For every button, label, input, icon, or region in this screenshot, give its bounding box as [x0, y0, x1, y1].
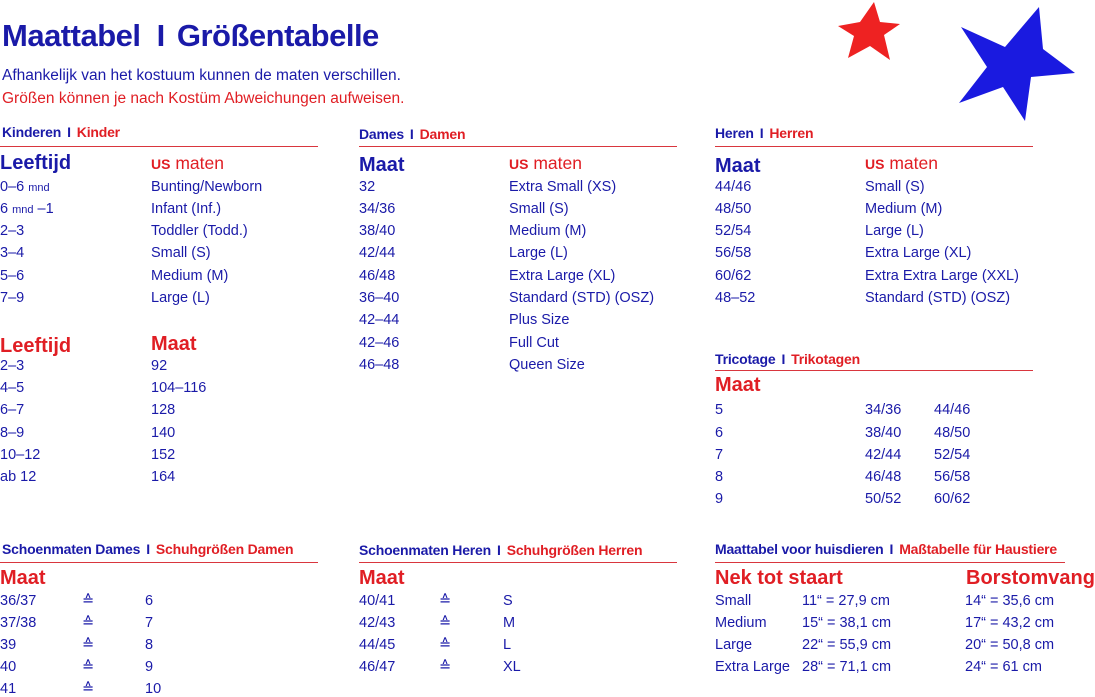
cell-size: 6: [715, 425, 724, 441]
cell-women-size: 38/40: [865, 425, 902, 441]
cell-men-size: 60/62: [934, 491, 971, 507]
cell-unit: mnd: [28, 182, 50, 194]
cell-neck: 11“ = 27,9 cm: [802, 593, 890, 609]
section-divider: [715, 562, 1065, 563]
cell-us-size: Extra Large (XL): [865, 245, 972, 261]
cell-size: 34/36: [359, 201, 396, 217]
cell-us-size: Large (L): [865, 223, 924, 239]
equals-icon: ≙: [82, 593, 95, 609]
cell-neck: 28“ = 71,1 cm: [802, 659, 892, 675]
cell-size: 8: [715, 469, 724, 485]
section-separator: I: [496, 542, 501, 558]
cell-women-size: 34/36: [865, 402, 902, 418]
cell-us-size: S: [503, 593, 513, 609]
sizes-label: maten: [175, 153, 224, 173]
us-label: US: [509, 156, 529, 172]
cell-unit: mnd: [12, 204, 34, 216]
section-pets-heading: [715, 541, 1057, 557]
equals-icon: ≙: [82, 615, 95, 631]
cell-size: 32: [359, 179, 376, 195]
cell-eu-size: 46/47: [359, 659, 396, 675]
section-label-nl: Tricotage: [715, 351, 776, 367]
column-header-size: Maat: [715, 374, 761, 396]
section-label-nl: Kinderen: [2, 124, 62, 140]
cell-eu-size: 37/38: [0, 615, 37, 631]
cell-age: 2–3: [0, 223, 25, 239]
cell-age: 8–9: [0, 425, 25, 441]
cell-age: 0–6: [0, 179, 25, 195]
cell-size: 46–48: [359, 357, 400, 373]
cell-chest: 17“ = 43,2 cm: [965, 615, 1055, 631]
cell-men-size: 52/54: [934, 447, 971, 463]
intro-de: Größen können je nach Kostüm Abweichungen aufweisen.: [2, 90, 405, 107]
cell-age: 10–12: [0, 447, 41, 463]
cell-eu-size: 42/43: [359, 615, 396, 631]
cell-size: 42–46: [359, 335, 400, 351]
cell-size: 42/44: [359, 245, 396, 261]
section-label-de: Herren: [769, 125, 814, 141]
cell-size: 104–116: [151, 380, 207, 396]
cell-size: 140: [151, 425, 176, 441]
column-header-us-sizes: [509, 153, 582, 174]
cell-chest: 14“ = 35,6 cm: [965, 593, 1055, 609]
cell-us-size: XL: [503, 659, 521, 675]
cell-size: 164: [151, 469, 176, 485]
cell-size: Infant (Inf.): [151, 201, 222, 217]
section-divider: [359, 562, 677, 563]
cell-eu-size: 40/41: [359, 593, 396, 609]
cell-eu-size: 40: [0, 659, 17, 675]
cell-men-size: 48/50: [934, 425, 971, 441]
equals-icon: ≙: [82, 659, 95, 675]
column-header-age: Leeftijd: [0, 335, 72, 357]
cell-size: Medium (M): [151, 268, 229, 284]
section-separator: I: [67, 124, 71, 140]
equals-icon: ≙: [439, 659, 452, 675]
cell-chest: 20“ = 50,8 cm: [965, 637, 1055, 653]
section-label-de: Trikotagen: [791, 351, 860, 367]
cell-age: ab 12: [0, 469, 37, 485]
cell-eu-size: 39: [0, 637, 17, 653]
section-separator: I: [781, 351, 786, 367]
cell-chest: 24“ = 61 cm: [965, 659, 1042, 675]
cell-us-size: Extra Extra Large (XXL): [865, 268, 1019, 284]
cell-us-size: Medium (M): [865, 201, 943, 217]
cell-age: 5–6: [0, 268, 25, 284]
section-label-de: Damen: [419, 126, 466, 142]
section-separator: I: [759, 125, 764, 141]
cell-size: Small (S): [151, 245, 211, 261]
column-header-size: Maat: [359, 567, 405, 589]
cell-us-size: Small (S): [509, 201, 569, 217]
cell-us-size: L: [503, 637, 512, 653]
section-label-de: Kinder: [76, 124, 120, 140]
cell-size: Large: [715, 637, 753, 653]
title-nl: Maattabel: [2, 18, 141, 53]
equals-icon: ≙: [439, 615, 452, 631]
section-shoes-men-heading: [359, 542, 642, 558]
column-header-age: Leeftijd: [0, 152, 72, 174]
cell-women-size: 50/52: [865, 491, 902, 507]
section-shoes-women-heading: [2, 541, 293, 557]
cell-size: Toddler (Todd.): [151, 223, 248, 239]
section-label-nl: Schoenmaten Dames: [2, 541, 141, 557]
cell-us-size: 9: [145, 659, 154, 675]
column-header-neck-to-tail: Nek tot staart: [715, 567, 843, 589]
page-title: [2, 18, 379, 54]
cell-size: 7: [715, 447, 724, 463]
cell-size: 48–52: [715, 290, 756, 306]
sizes-label: maten: [889, 153, 938, 173]
cell-age: 7–9: [0, 290, 25, 306]
cell-size: 46/48: [359, 268, 396, 284]
cell-women-size: 46/48: [865, 469, 902, 485]
column-header-size: Maat: [359, 154, 405, 176]
equals-icon: ≙: [439, 593, 452, 609]
column-header-chest: Borstomvang: [966, 567, 1095, 589]
cell-age: 4–5: [0, 380, 25, 396]
section-divider: [715, 370, 1033, 371]
title-separator: I: [156, 18, 165, 53]
column-header-size: Maat: [0, 567, 46, 589]
column-header-us-sizes: [151, 153, 224, 174]
intro-nl: Afhankelijk van het kostuum kunnen de maten verschillen.: [2, 67, 401, 84]
cell-size: 9: [715, 491, 724, 507]
star-icon: [836, 0, 902, 64]
section-label-de: Schuhgrößen Herren: [506, 542, 643, 558]
cell-us-size: Large (L): [509, 245, 568, 261]
column-header-size: Maat: [151, 333, 197, 355]
table-row: [0, 179, 50, 195]
cell-age: 3–4: [0, 245, 25, 261]
cell-size: 42–44: [359, 312, 400, 328]
cell-size: Bunting/Newborn: [151, 179, 263, 195]
section-divider: [0, 562, 318, 563]
section-divider: [359, 146, 677, 147]
cell-us-size: Full Cut: [509, 335, 559, 351]
sizes-label: maten: [533, 153, 582, 173]
cell-us-size: Extra Small (XS): [509, 179, 617, 195]
star-icon: [955, 5, 1077, 123]
cell-us-size: M: [503, 615, 516, 631]
cell-us-size: Standard (STD) (OSZ): [865, 290, 1011, 306]
section-label-de: Schuhgrößen Damen: [155, 541, 294, 557]
equals-icon: ≙: [82, 637, 95, 653]
cell-size: 44/46: [715, 179, 752, 195]
section-kids-heading: [2, 124, 120, 140]
cell-eu-size: 44/45: [359, 637, 396, 653]
cell-us-size: 7: [145, 615, 154, 631]
cell-size: 48/50: [715, 201, 752, 217]
cell-age: 2–3: [0, 358, 25, 374]
cell-size: Large (L): [151, 290, 210, 306]
cell-us-size: Queen Size: [509, 357, 585, 373]
cell-size: 60/62: [715, 268, 752, 284]
title-de: Größentabelle: [176, 18, 379, 53]
table-row: [0, 201, 54, 217]
cell-us-size: Extra Large (XL): [509, 268, 616, 284]
section-label-nl: Heren: [715, 125, 754, 141]
cell-size: 38/40: [359, 223, 396, 239]
section-label-nl: Maattabel voor huisdieren: [715, 541, 884, 557]
cell-us-size: Plus Size: [509, 312, 570, 328]
cell-size: 56/58: [715, 245, 752, 261]
equals-icon: ≙: [439, 637, 452, 653]
cell-size: Extra Large: [715, 659, 790, 675]
equals-icon: ≙: [82, 681, 95, 697]
cell-age-end: –1: [37, 201, 54, 217]
section-separator: I: [146, 541, 150, 557]
column-header-us-sizes: [865, 153, 938, 174]
cell-size: 36–40: [359, 290, 400, 306]
cell-size: Small: [715, 593, 752, 609]
cell-size: 5: [715, 402, 724, 418]
cell-men-size: 56/58: [934, 469, 971, 485]
section-men-heading: [715, 125, 813, 141]
cell-size: 52/54: [715, 223, 752, 239]
cell-size: 152: [151, 447, 176, 463]
cell-eu-size: 41: [0, 681, 17, 697]
cell-us-size: 6: [145, 593, 154, 609]
section-label-nl: Dames: [359, 126, 404, 142]
cell-men-size: 44/46: [934, 402, 971, 418]
cell-size: 128: [151, 402, 176, 418]
cell-us-size: 10: [145, 681, 162, 697]
section-separator: I: [409, 126, 414, 142]
section-women-heading: [359, 126, 465, 142]
section-label-de: Maßtabelle für Haustiere: [899, 541, 1057, 557]
section-label-nl: Schoenmaten Heren: [359, 542, 491, 558]
cell-us-size: 8: [145, 637, 154, 653]
section-divider: [0, 146, 318, 147]
cell-us-size: Standard (STD) (OSZ): [509, 290, 655, 306]
column-header-size: Maat: [715, 155, 761, 177]
cell-us-size: Small (S): [865, 179, 925, 195]
section-tricot-heading: [715, 351, 860, 367]
section-separator: I: [889, 541, 894, 557]
cell-size: 92: [151, 358, 168, 374]
cell-us-size: Medium (M): [509, 223, 587, 239]
cell-neck: 22“ = 55,9 cm: [802, 637, 892, 653]
cell-women-size: 42/44: [865, 447, 902, 463]
us-label: US: [865, 156, 885, 172]
us-label: US: [151, 156, 171, 172]
cell-neck: 15“ = 38,1 cm: [802, 615, 892, 631]
cell-size: Medium: [715, 615, 767, 631]
cell-eu-size: 36/37: [0, 593, 37, 609]
cell-age: 6–7: [0, 402, 25, 418]
cell-age: 6: [0, 201, 9, 217]
section-divider: [715, 146, 1033, 147]
